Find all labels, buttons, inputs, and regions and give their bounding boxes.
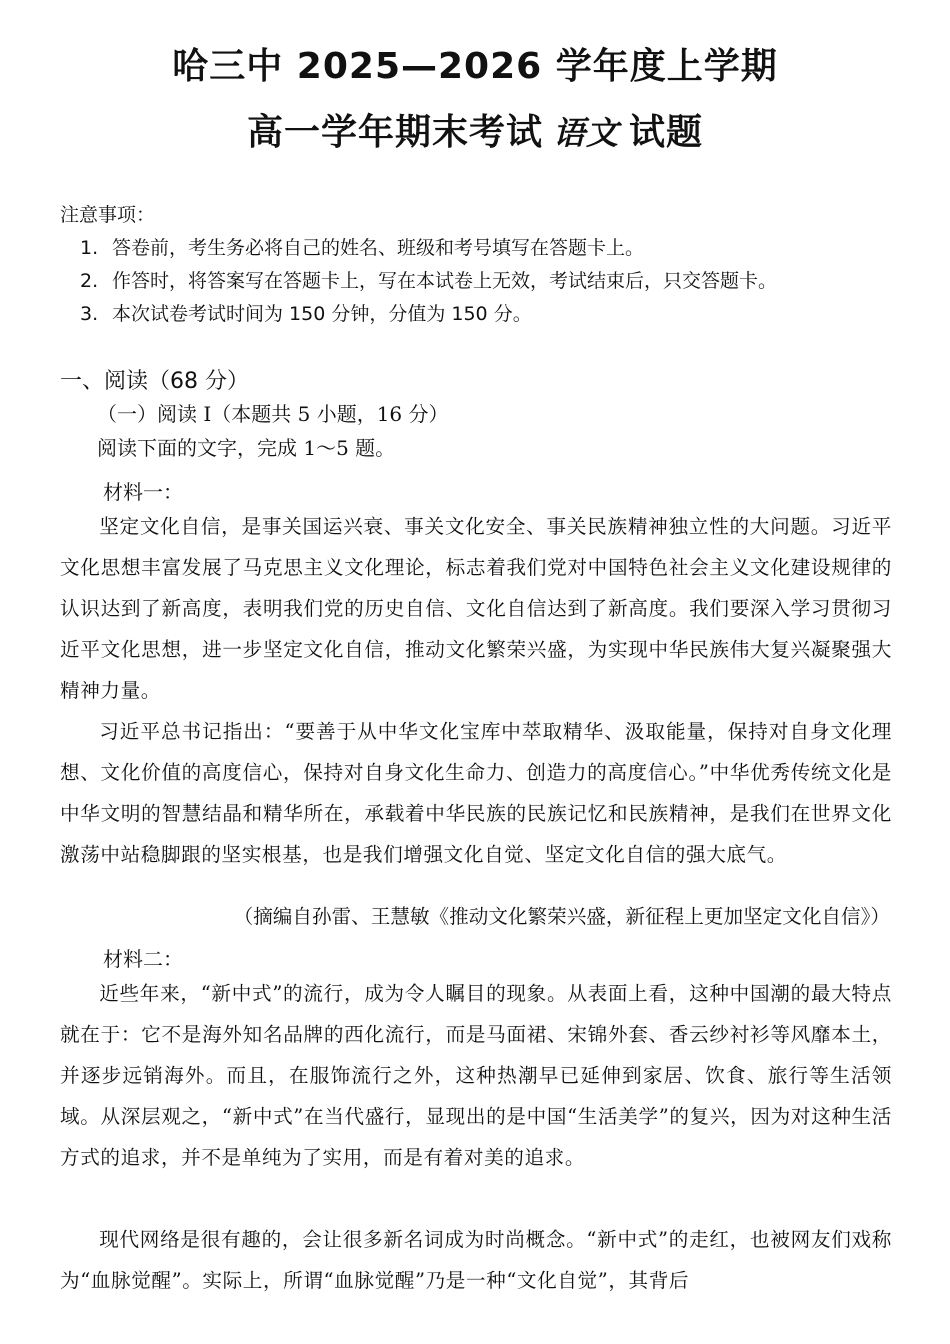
material2-paragraph: 现代网络是很有趣的，会让很多新名词成为时尚概念。“新中式”的走红，也被网友们戏称为“血脉觉醒”。实际上，所谓“血脉觉醒”乃是一种“文化自觉”，其背后 [60,1228,892,1292]
notice-item [80,232,777,265]
notice-text: 答卷前，考生务必将自己的姓名、班级和考号填写在答题卡上。 [112,237,645,259]
exam-title-line1: 哈三中 2025—2026 学年度上学期 [172,46,778,87]
reading-instruction: 阅读下面的文字，完成 1～5 题。 [97,436,396,460]
title-subject: 语文 [552,114,619,152]
material1-paragraph: 坚定文化自信，是事关国运兴衰、事关文化安全、事关民族精神独立性的大问题。习近平文化思想丰富发展了马克思主义文化理论，标志着我们党对中国特色社会主义文化建设规律的认识达到了新高度，表明我们党的历史自信、文化自信达到了新高度。我们要深入学习贯彻习近平文化思想，进一步坚定文化自信，推动文化繁荣兴盛，为实现中华民族伟大复兴凝聚强大精神力量。 [60,515,892,702]
subsection-heading: （一）阅读 I（本题共 5 小题，16 分） [97,402,449,426]
title-suffix: 试题 [629,112,704,153]
title-prefix: 高一学年期末考试 [246,112,543,153]
notice-number: 3. [80,303,99,325]
material1-label: 材料一： [103,480,183,504]
notice-number: 1. [80,237,99,259]
material1-source: （摘编自孙雷、王慧敏《推动文化繁荣兴盛，新征程上更加坚定文化自信》） [233,905,890,928]
notice-text: 作答时，将答案写在答题卡上，写在本试卷上无效，考试结束后，只交答题卡。 [112,270,778,292]
notice-item [80,265,777,298]
notice-text: 本次试卷考试时间为 150 分钟，分值为 150 分。 [112,303,532,325]
notice-heading: 注意事项： [60,204,156,226]
notice-number: 2. [80,270,99,292]
exam-title-line2 [0,104,950,155]
material2-paragraph: 近些年来，“新中式”的流行，成为令人瞩目的现象。从表面上看，这种中国潮的最大特点就在于：它不是海外知名品牌的西化流行，而是马面裙、宋锦外套、香云纱衬衫等风靡本土，并逐步远销海外。而且，在服饰流行之外，这种热潮早已延伸到家居、饮食、旅行等生活领域。从深层观之，“新中式”在当代盛行，显现出的是中国“生活美学”的复兴，因为对这种生活方式的追求，并不是单纯为了实用，而是有着对美的追求。 [60,982,892,1169]
notice-list [80,232,777,331]
material1-paragraph: 习近平总书记指出：“要善于从中华文化宝库中萃取精华、汲取能量，保持对自身文化理想、文化价值的高度信心，保持对自身文化生命力、创造力的高度信心。”中华优秀传统文化是中华文明的智慧结晶和精华所在，承载着中华民族的民族记忆和民族精神，是我们在世界文化激荡中站稳脚跟的坚实根基，也是我们增强文化自觉、坚定文化自信的强大底气。 [60,720,892,866]
section-heading: 一、阅读（68 分） [60,369,249,394]
material2-label: 材料二： [103,947,183,971]
notice-item [80,298,777,331]
